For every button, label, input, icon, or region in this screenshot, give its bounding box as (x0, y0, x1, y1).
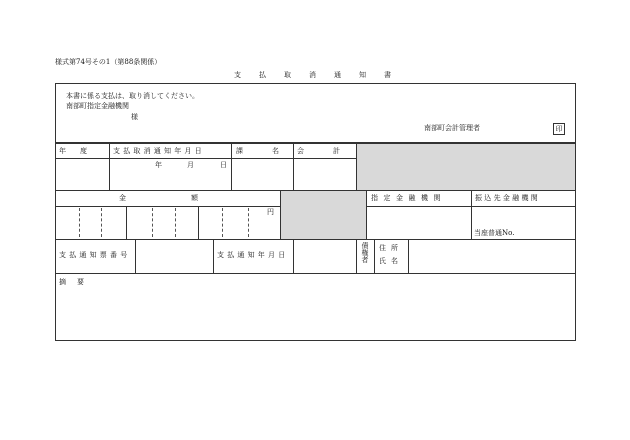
amount-label: 金 額 (119, 194, 203, 202)
creditor-label: 債権者 (361, 242, 369, 264)
date-day-label: 日 (220, 161, 227, 169)
account-label: 会 計 (297, 147, 345, 155)
shaded-area-top (356, 144, 575, 190)
designated-bank-label: 指定金融機関 (371, 194, 446, 202)
signer-label: 南部町会計管理者 (424, 124, 480, 132)
form-number: 様式第74号その1（第88条関係） (55, 58, 162, 66)
notice-date-label: 支払通知年月日 (217, 251, 289, 259)
yen-label: 円 (267, 208, 274, 216)
section-name-label: 課 名 (236, 147, 284, 155)
current-account-label: 当座普通No. (474, 229, 515, 237)
shaded-area-middle (280, 191, 366, 239)
notice-line-2: 南部町指定金融機関 (66, 102, 129, 110)
notice-line-3: 様 (131, 113, 138, 121)
date-month-label: 月 (187, 161, 194, 169)
transfer-bank-label: 振込先金融機関 (475, 194, 541, 202)
cancel-date-label: 支払取消通知年月日 (113, 147, 205, 155)
seal-mark: 印 (553, 123, 565, 135)
slip-number-label: 支払通知票番号 (59, 251, 131, 259)
notice-line-1: 本書に係る支払は、取り消してください。 (66, 92, 199, 100)
memo-label: 摘 要 (59, 278, 86, 286)
date-year-label: 年 (155, 161, 162, 169)
address-label: 住所 (379, 244, 403, 252)
name-label: 氏名 (379, 257, 403, 265)
form-title: 支払取消通知書 (234, 71, 409, 79)
fiscal-year-label: 年 度 (59, 147, 87, 155)
